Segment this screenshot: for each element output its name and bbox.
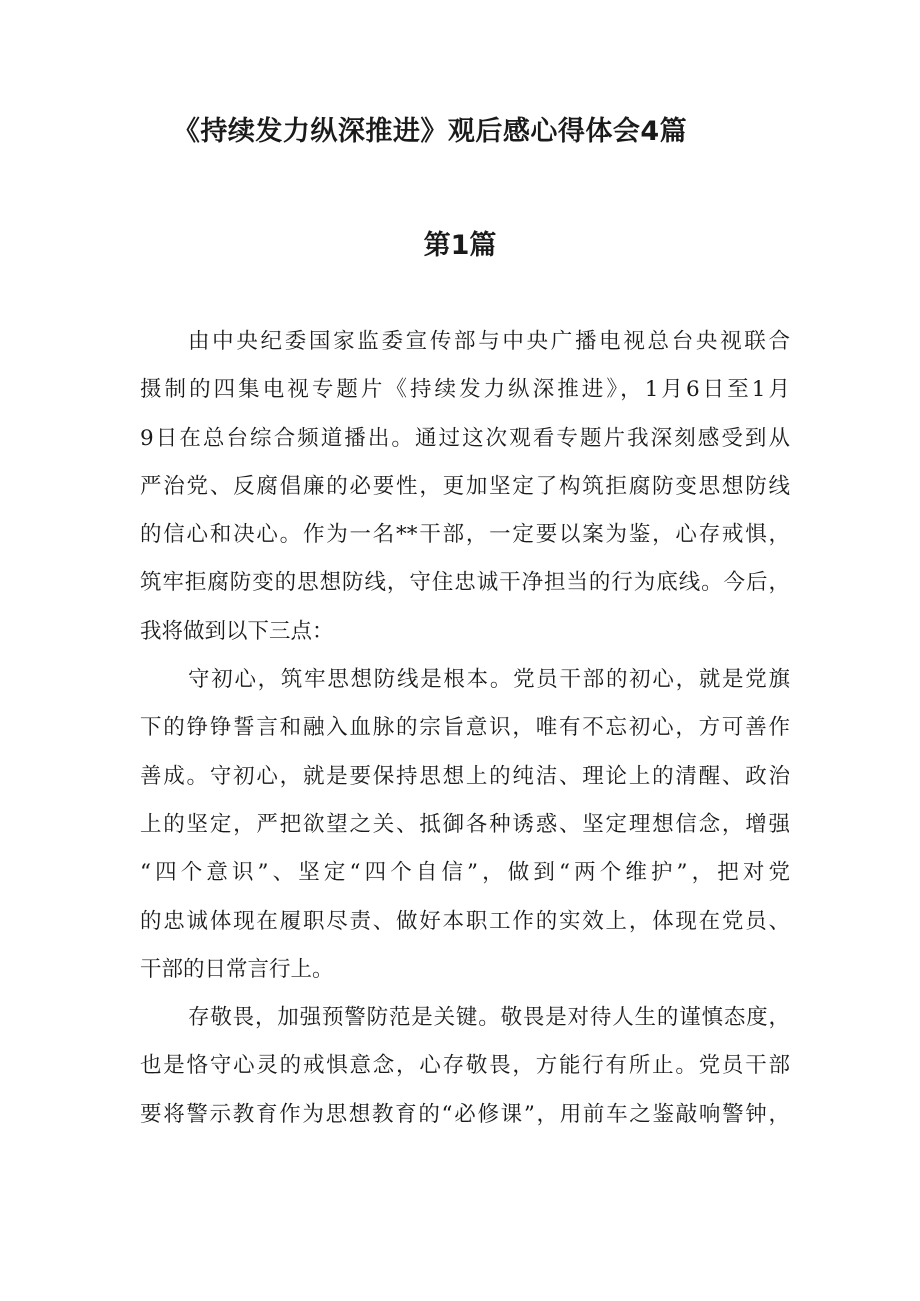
text-line: 摄制的四集电视专题片《持续发力纵深推进》，1月6日至1月	[140, 377, 790, 403]
text-line: 善成。守初心，就是要保持思想上的纯洁、理论上的清醒、政治	[140, 763, 790, 789]
text-line: 守初心，筑牢思想防线是根本。党员干部的初心，就是党旗	[188, 667, 790, 693]
document-title: 《持续发力纵深推进》观后感心得体会4篇	[172, 116, 688, 147]
text-line: 的忠诚体现在履职尽责、做好本职工作的实效上，体现在党员、	[140, 908, 790, 934]
text-line: 存敬畏，加强预警防范是关键。敬畏是对待人生的谨慎态度，	[188, 1005, 790, 1031]
paragraph-3	[140, 994, 790, 1139]
text-line: 由中央纪委国家监委宣传部与中央广播电视总台央视联合	[188, 329, 790, 354]
text-line: 要将警示教育作为思想教育的“必修课”，用前车之鉴敲响警钟，	[140, 1101, 790, 1127]
document-body	[140, 318, 790, 1139]
text-line: 的信心和决心。作为一名**干部，一定要以案为鉴，心存戒惧，	[140, 522, 790, 548]
text-line: 筑牢拒腐防变的思想防线，守住忠诚干净担当的行为底线。今后，	[140, 570, 790, 596]
text-line: 9日在总台综合频道播出。通过这次观看专题片我深刻感受到从	[140, 425, 790, 451]
text-line: 下的铮铮誓言和融入血脉的宗旨意识，唯有不忘初心，方可善作	[140, 715, 790, 741]
paragraph-2	[140, 656, 790, 994]
text-line: 也是恪守心灵的戒惧意念，心存敬畏，方能行有所止。党员干部	[140, 1053, 790, 1079]
text-line: 严治党、反腐倡廉的必要性，更加坚定了构筑拒腐防变思想防线	[140, 473, 790, 499]
text-line: “四个意识”、坚定“四个自信”，做到“两个维护”，把对党	[140, 860, 790, 886]
text-line: 干部的日常言行上。	[140, 956, 334, 982]
paragraph-1	[140, 318, 790, 656]
section-heading: 第1篇	[423, 230, 497, 261]
text-line: 上的坚定，严把欲望之关、抵御各种诱惑、坚定理想信念，增强	[140, 811, 790, 837]
text-line: 我将做到以下三点：	[140, 618, 334, 644]
